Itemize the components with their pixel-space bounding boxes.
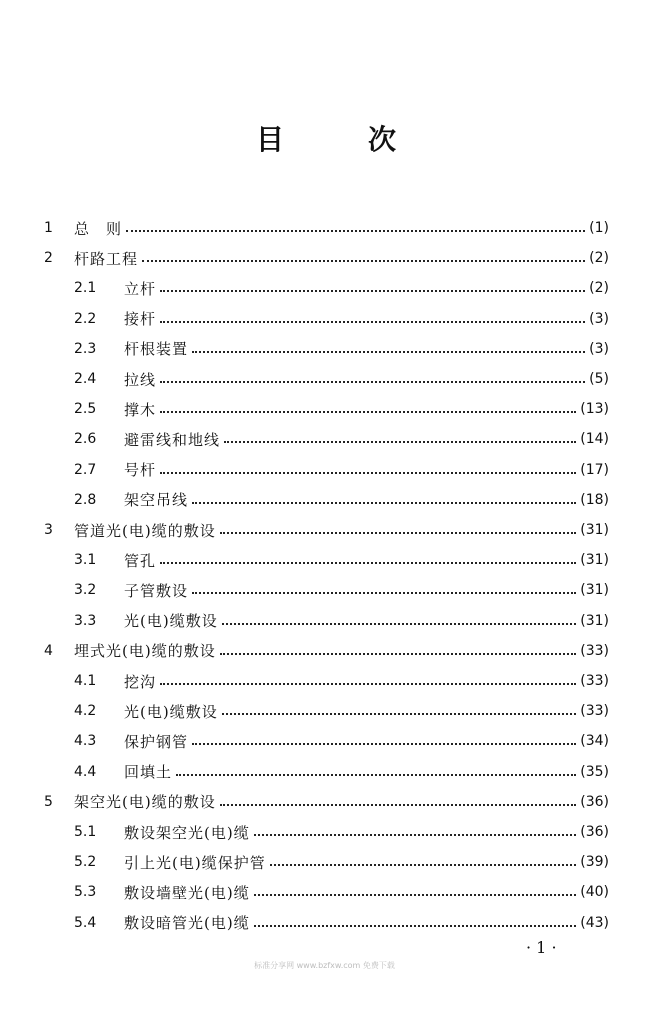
toc-entry-label: 撑木 <box>124 400 157 419</box>
toc-entry-page: (1) <box>589 220 609 236</box>
toc-entry-label: 架空光(电)缆的敷设 <box>74 793 216 812</box>
toc-entry-page: (31) <box>580 522 609 538</box>
toc-entry <box>74 365 609 393</box>
toc-dot-leader <box>254 894 577 896</box>
toc-entry <box>74 486 609 514</box>
toc-entry-label: 杆路工程 <box>74 249 139 268</box>
toc-entry-number: 2.1 <box>74 280 97 297</box>
toc-dot-leader <box>160 381 585 383</box>
toc-entry-number: 5.3 <box>74 884 97 901</box>
toc-entry-number: 3.1 <box>74 552 97 569</box>
toc-entry <box>74 848 609 876</box>
toc-entry <box>44 214 609 242</box>
page-title-char-1: 目 <box>256 123 285 156</box>
toc-entry-number: 2 <box>44 250 53 267</box>
page-title-char-2: 次 <box>368 123 397 156</box>
toc-entry-number: 2.5 <box>74 401 97 418</box>
toc-entry <box>74 576 609 604</box>
toc-entry-number: 3 <box>44 522 53 538</box>
page-title <box>0 118 649 158</box>
toc-entry-label: 管道光(电)缆的敷设 <box>74 521 216 540</box>
toc-entry-page: (33) <box>580 642 609 659</box>
toc-entry-label: 拉线 <box>124 370 157 389</box>
toc-dot-leader <box>160 411 576 413</box>
toc-entry-label: 避雷线和地线 <box>124 430 221 449</box>
toc-entry-number: 4.2 <box>74 703 97 720</box>
toc-entry-number: 1 <box>44 220 53 236</box>
toc-dot-leader <box>254 834 577 836</box>
toc-dot-leader <box>160 562 576 564</box>
toc-entry <box>74 335 609 363</box>
toc-dot-leader <box>160 290 585 292</box>
toc-entry-label: 光(电)缆敷设 <box>124 612 218 631</box>
toc-entry-page: (36) <box>580 793 609 810</box>
toc-entry <box>74 697 609 725</box>
toc-entry-number: 2.3 <box>74 340 97 357</box>
toc-entry <box>74 667 609 695</box>
toc-entry-label: 号杆 <box>124 461 157 480</box>
toc-entry-number: 5.2 <box>74 854 97 871</box>
toc-entry-number: 4.1 <box>74 673 97 689</box>
toc-entry-label: 引上光(电)缆保护管 <box>124 853 266 872</box>
toc-dot-leader <box>192 502 576 504</box>
toc-entry-page: (36) <box>580 824 609 840</box>
toc-dot-leader <box>176 774 576 776</box>
toc-entry-label: 挖沟 <box>124 672 157 691</box>
toc-entry-page: (2) <box>589 280 609 297</box>
toc-entry <box>74 425 609 453</box>
toc-entry-label: 埋式光(电)缆的敷设 <box>74 642 216 661</box>
toc-entry-number: 2.8 <box>74 491 97 508</box>
toc-entry-number: 4 <box>44 642 53 659</box>
toc-entry <box>74 878 609 906</box>
toc-entry-page: (3) <box>589 340 609 357</box>
toc-entry-number: 5.1 <box>74 824 97 840</box>
toc-entry-number: 2.7 <box>74 461 97 478</box>
toc-entry-page: (33) <box>580 703 609 720</box>
toc-entry <box>74 395 609 423</box>
toc-entry-label: 接杆 <box>124 310 157 329</box>
toc-dot-leader <box>160 321 585 323</box>
toc-entry <box>74 305 609 333</box>
toc-dot-leader <box>220 804 577 806</box>
toc-entry-page: (33) <box>580 673 609 689</box>
toc-entry-page: (35) <box>580 763 609 780</box>
toc-entry-number: 2.6 <box>74 431 97 448</box>
toc-entry <box>74 456 609 484</box>
toc-dot-leader <box>160 472 576 474</box>
toc-entry-label: 敷设暗管光(电)缆 <box>124 914 250 933</box>
toc-dot-leader <box>270 864 577 866</box>
toc-dot-leader <box>220 653 577 655</box>
toc-entry <box>74 546 609 574</box>
toc-entry-page: (39) <box>580 854 609 871</box>
toc-entry <box>44 516 609 544</box>
toc-entry <box>74 818 609 846</box>
toc-entry-number: 3.2 <box>74 582 97 599</box>
toc-entry-number: 5.4 <box>74 914 97 931</box>
toc-entry-label: 光(电)缆敷设 <box>124 702 218 721</box>
toc-entry-page: (5) <box>589 371 609 387</box>
toc-entry-label: 回填土 <box>124 763 173 782</box>
toc-entry-page: (17) <box>580 461 609 478</box>
toc-dot-leader <box>192 743 576 745</box>
toc-entry-label: 子管敷设 <box>124 581 189 600</box>
toc-dot-leader <box>192 592 576 594</box>
toc-entry <box>74 758 609 786</box>
toc-entry <box>74 274 609 302</box>
toc-entry-label: 敷设墙壁光(电)缆 <box>124 883 250 902</box>
toc-dot-leader <box>254 925 577 927</box>
toc-dot-leader <box>142 260 585 262</box>
toc-entry-page: (31) <box>580 582 609 599</box>
toc-entry-number: 3.3 <box>74 612 97 629</box>
toc-entry-page: (18) <box>580 491 609 508</box>
toc-entry-page: (13) <box>580 401 609 418</box>
toc-dot-leader <box>192 351 585 353</box>
toc-entry-page: (34) <box>580 733 609 750</box>
toc-entry <box>44 788 609 816</box>
toc-entry-number: 2.2 <box>74 310 97 327</box>
toc-entry-page: (2) <box>589 250 609 267</box>
toc-entry-page: (43) <box>580 914 609 931</box>
toc-entry <box>44 637 609 665</box>
footer-watermark: 标准分享网 www.bzfxw.com 免费下载 <box>254 961 395 970</box>
toc-entry <box>44 244 609 272</box>
toc-dot-leader <box>222 623 577 625</box>
toc-entry <box>74 727 609 755</box>
toc-entry-label: 杆根装置 <box>124 340 189 359</box>
toc-entry-label: 立杆 <box>124 279 157 298</box>
toc-entry-page: (40) <box>580 884 609 901</box>
toc-entry-page: (31) <box>580 612 609 629</box>
toc-entry-label: 架空吊线 <box>124 491 189 510</box>
toc-dot-leader <box>160 683 576 685</box>
toc-dot-leader <box>126 230 585 232</box>
toc-entry-page: (31) <box>580 552 609 569</box>
toc-entry-number: 2.4 <box>74 371 97 387</box>
toc-entry-page: (3) <box>589 310 609 327</box>
toc-entry-number: 4.4 <box>74 763 97 780</box>
toc-dot-leader <box>224 441 576 443</box>
toc-entry <box>74 607 609 635</box>
page-number: · 1 · <box>526 938 557 957</box>
toc-entry-number: 4.3 <box>74 733 97 750</box>
toc-entry-label: 管孔 <box>124 551 157 570</box>
toc-dot-leader <box>222 713 577 715</box>
toc-entry-label: 保护钢管 <box>124 732 189 751</box>
toc-entry-number: 5 <box>44 793 53 810</box>
toc-entry-page: (14) <box>580 431 609 448</box>
toc-entry <box>74 909 609 937</box>
toc-entry-label: 总 则 <box>74 219 123 238</box>
toc-entry-label: 敷设架空光(电)缆 <box>124 823 250 842</box>
toc-dot-leader <box>220 532 577 534</box>
